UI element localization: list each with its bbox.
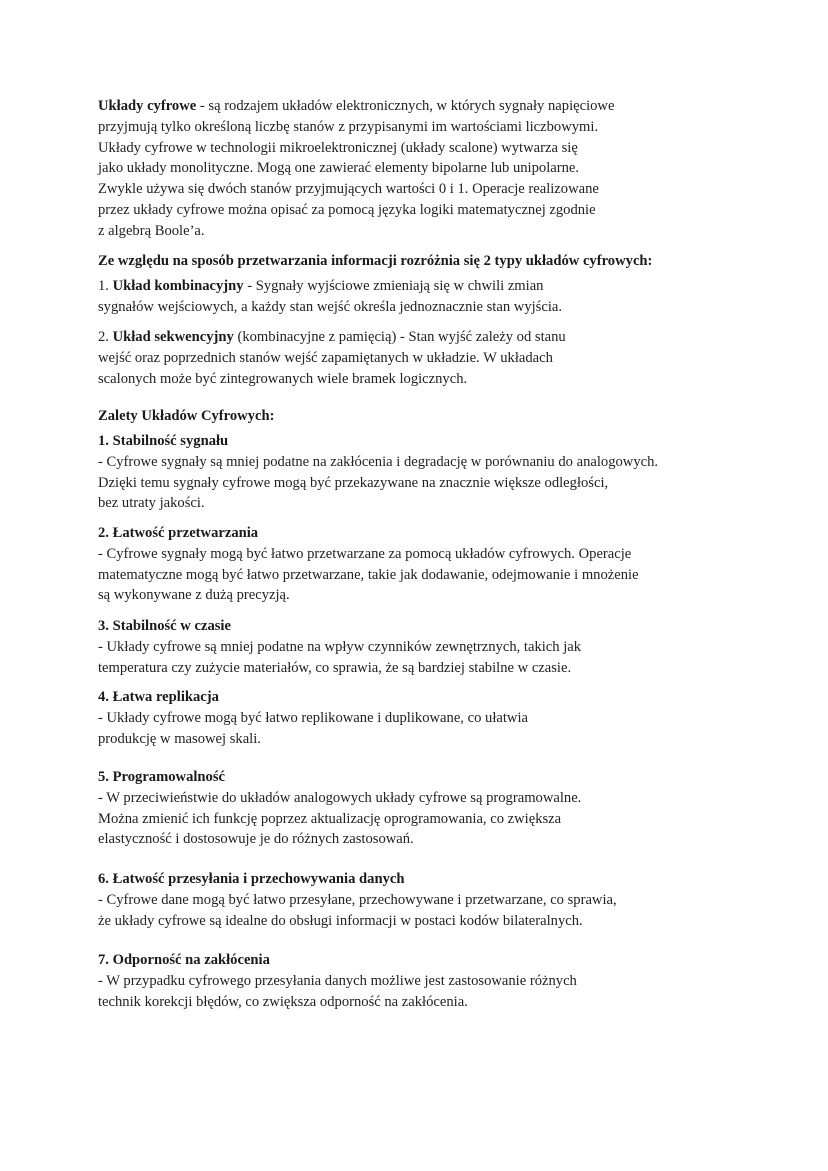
- type-item-line: scalonych może być zintegrowanych wiele bramek logicznych.: [98, 370, 468, 387]
- advantage-line: Dzięki temu sygnały cyfrowe mogą być przekazywane na znacznie większe odległości,: [98, 474, 609, 491]
- intro-line: z algebrą Boole’a.: [98, 222, 205, 239]
- advantage-line: - W przypadku cyfrowego przesyłania danych możliwe jest zastosowanie różnych: [98, 972, 577, 989]
- intro-line: przez układy cyfrowe można opisać za pomocą języka logiki matematycznej zgodnie: [98, 201, 596, 218]
- intro-paragraph: [98, 96, 798, 242]
- advantage-item: [98, 687, 798, 749]
- advantage-line: są wykonywane z dużą precyzją.: [98, 587, 290, 604]
- advantage-line: matematyczne mogą być łatwo przetwarzane, takie jak dodawanie, odejmowanie i mnożenie: [98, 566, 639, 583]
- advantage-line: produkcję w masowej skali.: [98, 730, 261, 747]
- advantage-line: temperatura czy zużycie materiałów, co sprawia, że są bardziej stabilne w czasie.: [98, 659, 572, 676]
- advantages-heading-block: [98, 406, 798, 427]
- advantage-title: 6. Łatwość przesyłania i przechowywania danych: [98, 871, 405, 887]
- advantage-item: [98, 523, 798, 606]
- advantages-heading: Zalety Układów Cyfrowych:: [98, 408, 275, 424]
- types-heading: Ze względu na sposób przetwarzania informacji rozróżnia się 2 typy układów cyfrowych:: [98, 253, 653, 269]
- type-item-text: (kombinacyjne z pamięcią) - Stan wyjść zależy od stanu: [233, 329, 566, 345]
- advantage-title: 1. Stabilność sygnału: [98, 433, 229, 449]
- advantage-item: [98, 950, 798, 1012]
- type-item-line: sygnałów wejściowych, a każdy stan wejść określa jednoznacznie stan wyjścia.: [98, 298, 563, 315]
- advantage-line: technik korekcji błędów, co zwiększa odporność na zakłócenia.: [98, 993, 468, 1010]
- types-heading-block: [98, 251, 798, 272]
- advantage-line: - Układy cyfrowe są mniej podatne na wpływ czynników zewnętrznych, takich jak: [98, 638, 582, 655]
- advantage-line: że układy cyfrowe są idealne do obsługi informacji w postaci kodów bilateralnych.: [98, 912, 583, 929]
- advantage-line: - W przeciwieństwie do układów analogowych układy cyfrowe są programowalne.: [98, 789, 582, 806]
- type-item-number: 1.: [98, 278, 113, 294]
- type-item-line: wejść oraz poprzednich stanów wejść zapamiętanych w układzie. W układach: [98, 349, 553, 366]
- type-item-number: 2.: [98, 329, 113, 345]
- intro-line: [98, 96, 798, 117]
- advantage-line: - Cyfrowe dane mogą być łatwo przesyłane, przechowywane i przetwarzane, co sprawia,: [98, 891, 617, 908]
- type-item-text: - Sygnały wyjściowe zmieniają się w chwili zmian: [243, 278, 544, 294]
- advantage-line: - Cyfrowe sygnały są mniej podatne na zakłócenia i degradację w porównaniu do analogowych.: [98, 453, 659, 470]
- type-item-line: [98, 327, 798, 348]
- advantage-title: 4. Łatwa replikacja: [98, 689, 219, 705]
- type-item-line: [98, 276, 798, 297]
- intro-line: przyjmują tylko określoną liczbę stanów z przypisanymi im wartościami liczbowymi.: [98, 118, 599, 135]
- type-item-sequential: [98, 327, 798, 389]
- advantage-line: - Cyfrowe sygnały mogą być łatwo przetwarzane za pomocą układów cyfrowych. Operacje: [98, 545, 632, 562]
- intro-term: Układy cyfrowe: [98, 98, 197, 114]
- type-item-combinational: [98, 276, 798, 318]
- advantage-title: 3. Stabilność w czasie: [98, 618, 231, 634]
- advantage-title: 7. Odporność na zakłócenia: [98, 952, 270, 968]
- advantage-line: Można zmienić ich funkcję poprzez aktualizację oprogramowania, co zwiększa: [98, 810, 562, 827]
- advantage-line: elastyczność i dostosowuje je do różnych zastosowań.: [98, 831, 414, 848]
- advantage-item: [98, 616, 798, 678]
- intro-line: Zwykle używa się dwóch stanów przyjmujących wartości 0 i 1. Operacje realizowane: [98, 181, 599, 198]
- intro-line: Układy cyfrowe w technologii mikroelektronicznej (układy scalone) wytwarza się: [98, 139, 578, 156]
- intro-first-line-text: - są rodzajem układów elektronicznych, w których sygnały napięciowe: [196, 98, 615, 114]
- advantage-item: [98, 431, 798, 514]
- type-item-name: Układ kombinacyjny: [112, 278, 244, 294]
- type-item-name: Układ sekwencyjny: [112, 329, 234, 345]
- intro-line: jako układy monolityczne. Mogą one zawierać elementy bipolarne lub unipolarne.: [98, 160, 580, 177]
- advantage-line: - Układy cyfrowe mogą być łatwo replikowane i duplikowane, co ułatwia: [98, 709, 528, 726]
- advantage-title: 2. Łatwość przetwarzania: [98, 525, 259, 541]
- advantage-line: bez utraty jakości.: [98, 495, 205, 512]
- advantage-item: [98, 767, 798, 850]
- advantage-item: [98, 869, 798, 931]
- advantage-title: 5. Programowalność: [98, 769, 226, 785]
